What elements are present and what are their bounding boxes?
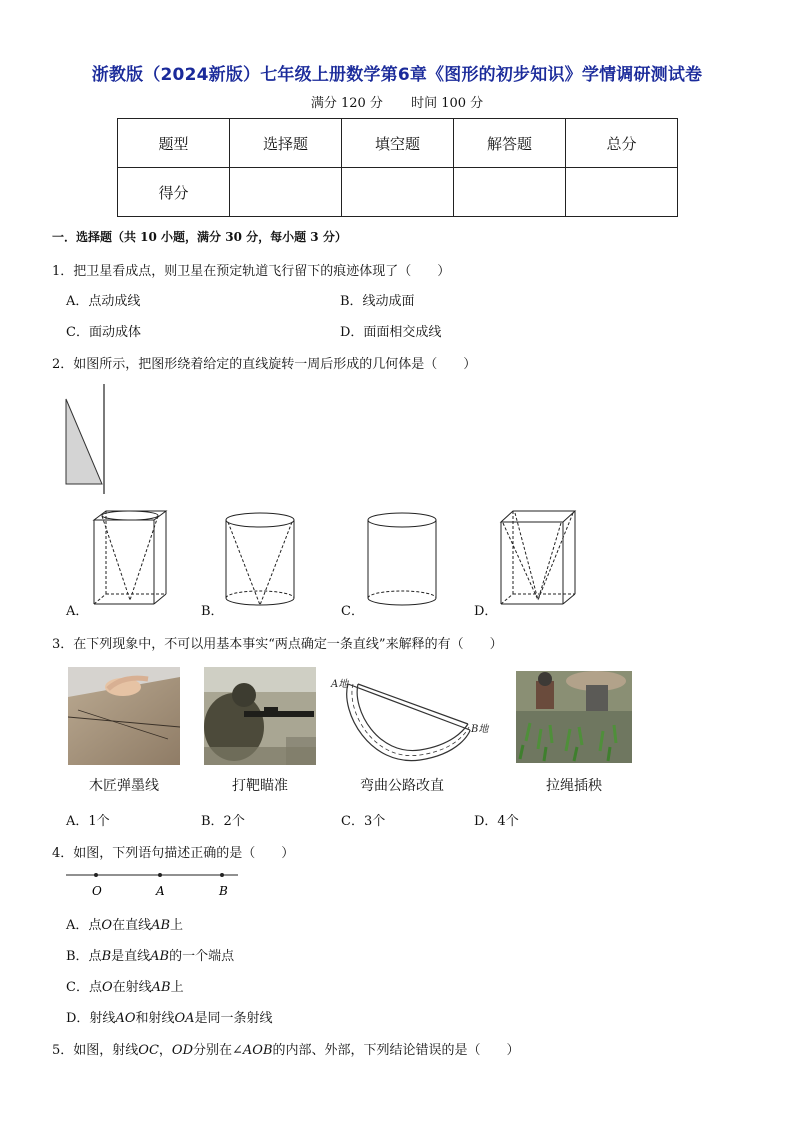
option-text: 和射线 (135, 1011, 175, 1026)
carpenter-ink-line-image (68, 667, 180, 765)
road-point-b-label: B地 (471, 724, 489, 735)
q1-option-d[interactable]: D．面面相交成线 (340, 325, 442, 340)
q3-option-a[interactable]: A．1个 (66, 814, 110, 829)
target-shooting-image (204, 667, 316, 765)
math-var: OC (138, 1043, 159, 1058)
table-header-cell: 题型 (118, 119, 230, 168)
rice-planting-image (516, 671, 632, 763)
score-cell[interactable] (230, 168, 342, 217)
stem-text: 的内部、外部，下列结论错误的是（ ） (272, 1043, 520, 1058)
math-var: OD (171, 1043, 193, 1058)
score-cell[interactable] (566, 168, 678, 217)
option-text: B．点 (66, 949, 102, 964)
q2-option-c-figure (362, 510, 442, 610)
caption-road: 弯曲公路改直 (360, 778, 444, 794)
table-row (118, 119, 678, 168)
q2-option-a[interactable]: A． (66, 604, 89, 619)
math-var: O (101, 980, 113, 995)
page-title: 浙教版（2024新版）七年级上册数学第6章《图形的初步知识》学情调研测试卷 (91, 65, 703, 85)
q4-option-d[interactable] (66, 1007, 273, 1026)
math-var: B (101, 949, 112, 964)
option-text: 在射线 (112, 980, 152, 995)
rotation-triangle-figure (60, 382, 112, 497)
question-2-stem: 2．如图所示，把图形绕着给定的直线旋转一周后形成的几何体是（ ） (52, 357, 477, 372)
time-limit: 时间 100 分 (411, 96, 484, 111)
option-text: 是同一条射线 (194, 1011, 273, 1026)
option-text: A．点 (66, 918, 102, 933)
stem-text: 分别在 (193, 1043, 233, 1058)
section-heading: 一．选择题（共 10 小题，满分 30 分，每小题 3 分） (52, 230, 347, 244)
question-4-stem: 4．如图，下列语句描述正确的是（ ） (52, 846, 295, 861)
question-1-stem: 1．把卫星看成点，则卫星在预定轨道飞行留下的痕迹体现了（ ） (52, 264, 451, 279)
q3-option-d[interactable]: D．4个 (474, 814, 519, 829)
table-row (118, 168, 678, 217)
q3-option-c[interactable]: C．3个 (341, 814, 386, 829)
math-var: O (101, 918, 113, 933)
q1-option-a[interactable]: A．点动成线 (66, 294, 141, 309)
score-cell[interactable] (454, 168, 566, 217)
q2-option-b-figure (220, 510, 300, 610)
stem-text: 5．如图，射线 (52, 1043, 139, 1058)
math-var: AB (151, 918, 171, 933)
q4-option-c[interactable] (66, 976, 184, 995)
option-text: D．射线 (66, 1011, 116, 1026)
q2-option-d-figure (495, 508, 581, 608)
q2-option-a-figure (86, 508, 172, 608)
q3-option-b[interactable]: B．2个 (201, 814, 245, 829)
table-row-label: 得分 (118, 168, 230, 217)
table-header-cell: 解答题 (454, 119, 566, 168)
stem-text: ， (158, 1043, 172, 1058)
math-var: AB (150, 949, 170, 964)
q4-option-b[interactable] (66, 945, 234, 964)
table-header-cell: 填空题 (342, 119, 454, 168)
q2-option-d[interactable]: D． (474, 604, 498, 619)
q2-option-c[interactable]: C． (341, 604, 364, 619)
score-table (117, 118, 678, 217)
question-3-stem: 3．在下列现象中，不可以用基本事实“两点确定一条直线”来解释的有（ ） (52, 637, 503, 652)
option-text: 上 (170, 980, 184, 995)
point-a-label: A (156, 884, 165, 898)
table-header-cell: 总分 (566, 119, 678, 168)
math-var: AB (151, 980, 171, 995)
option-text: 是直线 (111, 949, 151, 964)
exam-meta (0, 92, 794, 111)
caption-carpenter: 木匠弹墨线 (89, 778, 159, 794)
line-oab-figure (64, 866, 244, 900)
math-var: OA (174, 1011, 195, 1026)
full-score: 满分 120 分 (310, 96, 383, 111)
road-point-a-label: A地 (331, 679, 349, 690)
q2-option-b[interactable]: B． (201, 604, 224, 619)
point-b-label: B (219, 884, 228, 898)
q1-option-b[interactable]: B．线动成面 (340, 294, 415, 309)
question-5-stem (52, 1039, 520, 1058)
math-var: ∠AOB (232, 1043, 273, 1058)
option-text: 上 (170, 918, 184, 933)
curved-road-figure (330, 672, 495, 772)
math-var: AO (115, 1011, 136, 1026)
option-text: C．点 (66, 980, 102, 995)
option-text: 的一个端点 (169, 949, 235, 964)
option-text: 在直线 (112, 918, 152, 933)
score-cell[interactable] (342, 168, 454, 217)
q1-option-c[interactable]: C．面动成体 (66, 325, 141, 340)
q4-option-a[interactable] (66, 914, 183, 933)
point-o-label: O (92, 884, 102, 898)
caption-shooting: 打靶瞄准 (232, 778, 288, 794)
table-header-cell: 选择题 (230, 119, 342, 168)
caption-rice-planting: 拉绳插秧 (546, 778, 602, 794)
